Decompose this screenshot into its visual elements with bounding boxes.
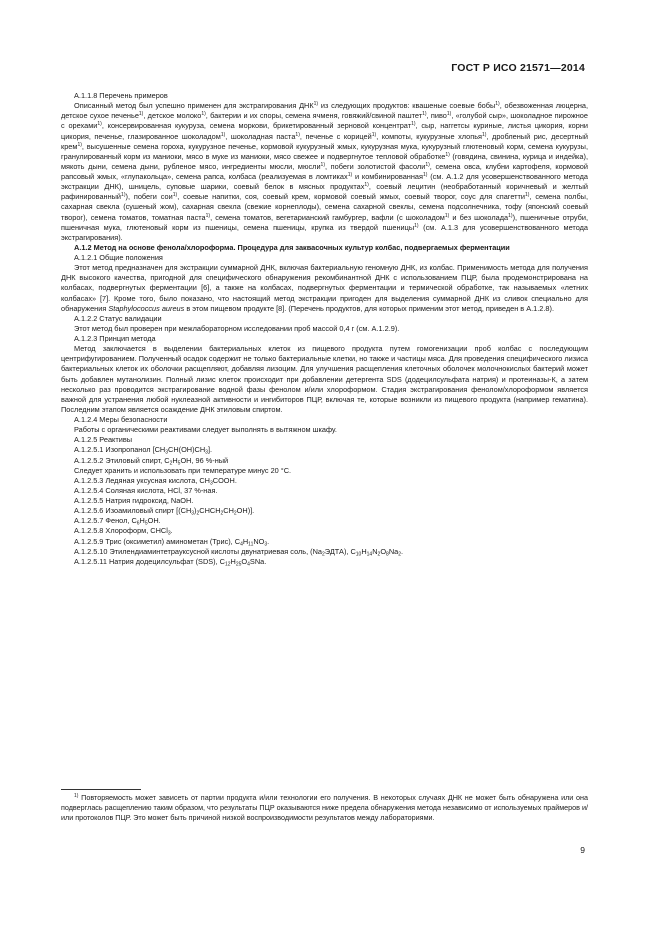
footnote-ref: 1) <box>422 172 428 178</box>
page-number: 9 <box>580 845 585 855</box>
section-title-a124: А.1.2.4 Меры безопасности <box>74 415 168 424</box>
formula-subscript: 8 <box>386 551 389 558</box>
reagents-list <box>61 445 588 567</box>
text-run: (говядина, свинина, курица и индейка), мякоть дыни, семена дыни, рубленое мясо, ингредиенты мюсли, мюсли <box>61 151 588 171</box>
storage-note: Следует хранить и использовать при температуре минус 20 °С. <box>74 465 292 475</box>
text-run: , печенье с корицей <box>299 131 372 141</box>
text-run: А.1.2.5.6 Изоамиловый спирт [(CH <box>74 506 192 516</box>
footnote-ref: 1) <box>495 101 500 108</box>
formula-subscript: 2 <box>220 510 224 517</box>
footnote-text-block <box>61 793 588 823</box>
reagent-item <box>61 445 588 455</box>
text-run: , сыр, наггетсы куриные, листья цикория, корни цикория, печенье, глазированное шоколадом <box>61 121 588 141</box>
text-run: ]. <box>207 445 213 455</box>
text-run: CH(OH)CH <box>168 445 206 455</box>
text-run: , детское молоко <box>143 111 202 121</box>
text-run: А.1.2.5.9 Трис (оксиметил) аминометан (Трис), C <box>74 536 241 546</box>
footnote-ref: 1) <box>347 172 353 178</box>
footnote-ref: 1) <box>444 212 450 219</box>
text-run: N <box>372 546 378 556</box>
formula-subscript: 2 <box>322 551 325 558</box>
formula-subscript: 25 <box>235 561 242 568</box>
text-run: NO <box>253 536 265 546</box>
text-run: , семена полбы, сахарная свекла (сушеный жом), сахарная свекла (свежие корнеплоды), семена сахарной свеклы, семена подсолнечника, тофу (японский соевый творог), семена томатов, томатная паста <box>61 192 588 222</box>
formula-subscript: 3 <box>210 480 213 487</box>
formula-subscript: 2 <box>169 460 173 466</box>
formula-subscript: 4 <box>247 561 250 568</box>
footnote-ref: 1) <box>411 121 416 128</box>
text-run: H <box>242 536 249 546</box>
formula-subscript: 2 <box>398 551 401 558</box>
text-run: , соевые напитки, соя, соевый крем, кормовой соевый жмых, соевый творог, соус для спагетти <box>177 192 525 202</box>
reagent-item <box>61 476 588 486</box>
text-run: OH. <box>147 516 161 526</box>
text-run: А.1.2.5.3 Ледяная уксусная кислота, CH <box>74 475 210 485</box>
paragraph-a121 <box>61 263 588 314</box>
text-run: CH <box>223 506 234 516</box>
examples-paragraph <box>61 101 588 243</box>
footnote-ref: 1) <box>414 222 419 229</box>
reagent-item <box>61 486 588 496</box>
footnote-ref: 1) <box>371 131 377 138</box>
formula-subscript: 5 <box>144 520 148 527</box>
footnote-ref: 1) <box>121 192 126 199</box>
text-run: Na <box>388 546 399 556</box>
footnote-ref: 1) <box>320 161 325 168</box>
footnote-ref: 1) <box>422 111 427 118</box>
text-run: , обезвоженная люцерна, детское сухое печенье <box>61 101 588 121</box>
text-run: А.1.2.5.7 Фенол, C <box>74 516 137 526</box>
text-run: ЭДТА), C <box>324 546 356 556</box>
footnote-mark: 1) <box>74 793 79 799</box>
reagent-item <box>61 526 588 536</box>
footnote-text: Повторяемость может зависеть от партии продукта и/или технологии его получения. В некоторых случаях ДНК не может быть обнаружена или она подверглась расщеплению таким образом, что результаты ПЦР оказываются ниже предела обнаружения метода независимо от используемых праймеров и/или протоколов ПЦР. Это может быть причиной низкой воспроизводимости результатов между лабораториями. <box>61 793 588 822</box>
footnote-ref: 1) <box>205 212 211 219</box>
text-run: , высушенные семена гороха, кукурузное печенье, кормовой кукурузный жмых, кукурузная мука, кукурузный глютеновый корм, семена кукурузы, гранулированный корм из маниоки, мясо в муке из маниоки, мясо свежее и подвергнутое тепловой обработке <box>61 141 588 161</box>
formula-subscript: 11 <box>248 541 254 547</box>
paragraph-a124: Работы с органическими реактивами следует выполнять в вытяжном шкафу. <box>74 425 337 435</box>
formula-subscript: 3 <box>205 449 208 456</box>
text-run: OH, 96 %-ный <box>180 455 229 465</box>
text-run: , дробленый рис, десертный крем <box>61 131 588 151</box>
text-run: из следующих продуктов: квашеные соевые бобы <box>318 101 496 111</box>
formula-subscript: 2 <box>377 551 381 558</box>
footnote-ref: 1) <box>220 131 226 138</box>
text-run: , побеги золотистой фасоли <box>325 161 426 171</box>
formula-subscript: 3 <box>167 530 171 537</box>
formula-subscript: 10 <box>355 551 362 558</box>
text-run: А.1.2.5.11 Натрия додецилсульфат (SDS), C <box>74 556 225 566</box>
text-run: ), пшеничные отруби, пшеничная мука, глютеновый корм из пшеницы, семена пшеницы, крупка из твердой пшеницы <box>61 212 589 232</box>
text-run: . <box>400 546 404 556</box>
text-run: А.1.2.5.2 Этиловый спирт, C <box>74 455 170 465</box>
formula-subscript: 12 <box>224 561 231 568</box>
document-header: ГОСТ Р ИСО 21571—2014 <box>451 62 585 74</box>
footnote-divider <box>61 789 141 790</box>
formula-subscript: 3 <box>165 449 169 456</box>
text-run: , пиво <box>426 111 447 121</box>
text-run: , бактерии и их споры, семена ячменя, говяжий/свиной паштет <box>205 111 423 121</box>
text-run: , консервированная кукуруза, семена моркови, брикетированный зерновой концентрат <box>101 121 412 131</box>
text-run: А.1.2.5.4 Соляная кислота, HCl, 37 %-ная. <box>74 485 218 495</box>
text-run: COOH. <box>212 475 237 485</box>
section-title-a122: А.1.2.2 Статус валидации <box>74 313 162 323</box>
formula-subscript: 4 <box>240 541 243 547</box>
reagent-item <box>61 547 588 557</box>
text-run: H <box>172 455 178 465</box>
text-run: H <box>230 556 236 566</box>
species-name: Staphylococcus aureus <box>108 303 185 313</box>
text-run: SNa. <box>249 556 267 566</box>
text-run: , семена овса, клубни картофеля, кормовой рапсовый жмых, «глупакольца», семена рапса, колбаса (реализуемая в ломтиках <box>61 161 588 181</box>
formula-subscript: 5 <box>177 460 181 466</box>
formula-subscript: 3 <box>264 541 268 547</box>
reagent-item <box>61 506 588 516</box>
footnote-ref: 1) <box>172 192 178 199</box>
footnote-ref: 1) <box>525 192 530 199</box>
text-run: (см. А.1.2 для усовершенствованного метода экстракции ДНК), шницель, суповые шарики, соевый белок в мясных продуктах <box>61 172 588 192</box>
text-run: O <box>241 556 248 566</box>
paragraph-a123: Метод заключается в выделении бактериальных клеток из пищевого продукта путем гомогенизации проб колбас с последующим центрифугированием. Полученный осадок содержит не только бактериальные клетки, но также и частицы мяса. Для проведения специфического лизиса бактериальных клеток их оболочки расщепляют, добавляя лизоцим. Для улучшения расщепления клеточных оболочек молочнокислых бактерий может быть добавлен мутанолизин. Полный лизис клеток происходит при добавлении детергента SDS (додецилсульфата натрия) и протеиназы-К, а затем несколько раз проводится экстрагирование водной фазы фенолом и/или хлороформом. Стадия экстрагирования фенолом/хлороформом является важной для устранения любой нуклеазной активности и ингибиторов ПЦР, включая те, которые возникли из пищевого продукта (например гематина). Последним этапом является осаждение ДНК этиловым спиртом. <box>61 344 588 414</box>
section-title-a121: А.1.2.1 Общие положения <box>74 253 163 262</box>
text-run: . <box>170 526 173 536</box>
text-run: , компоты, кукурузные хлопья <box>376 131 483 141</box>
text-run: , соевый лецитин (необработанный коричневый и желтый рафинированный <box>61 182 588 202</box>
text-run: и комбинированная <box>352 172 423 181</box>
formula-subscript: 2 <box>233 510 237 517</box>
footnote-ref: 1) <box>313 101 319 108</box>
footnote-ref: 1) <box>201 111 206 118</box>
reagent-item <box>61 496 588 506</box>
formula-subscript: 2 <box>196 510 200 517</box>
section-title-a118: А.1.1.8 Перечень примеров <box>74 91 168 100</box>
section-title-a125: А.1.2.5 Реактивы <box>74 435 132 445</box>
footnote-ref: 1) <box>445 151 450 158</box>
footnote-ref: 1) <box>97 121 102 128</box>
footnote-ref: 1) <box>138 111 144 118</box>
footnote-ref: 1) <box>482 131 487 138</box>
footnote <box>61 793 588 823</box>
footnote-ref: 1) <box>425 161 430 168</box>
reagent-item <box>61 537 588 547</box>
footnote-ref: 1) <box>446 111 452 118</box>
reagent-item <box>61 557 588 567</box>
reagent-item <box>61 516 588 526</box>
text-run: А.1.2.5.10 Этилендиаминтетрауксусной кислоты двунатриевая соль, (Na <box>74 546 323 556</box>
footnote-ref: 1) <box>77 141 82 148</box>
text-run: , «голубой сыр», шоколадное пирожное с орехами <box>61 111 588 131</box>
text-run: . <box>267 536 270 546</box>
text-run: H <box>361 546 367 556</box>
text-run: O <box>380 546 387 556</box>
footnote-ref: 1) <box>364 182 369 189</box>
formula-subscript: 14 <box>366 551 373 558</box>
formula-subscript: 6 <box>136 520 140 527</box>
section-title-a123: А.1.2.3 Принцип метода <box>74 334 156 343</box>
text-run: А.1.2.5.8 Хлороформ, CHCl <box>74 526 168 536</box>
text-run: H <box>139 516 145 526</box>
text-run: А.1.2.5.1 Изопропанол [CH <box>74 445 166 455</box>
page-content <box>61 91 588 567</box>
text-run: , шоколадная паста <box>225 131 296 141</box>
text-run: CHCH <box>199 506 221 516</box>
footnote-ref: 1) <box>295 131 300 138</box>
text-run: OH)]. <box>236 506 255 516</box>
section-heading-a12: А.1.2 Метод на основе фенола/хлороформа. Процедура для заквасочных культур колбас, подвергаемых ферментации <box>74 242 510 252</box>
text-run: А.1.2.5.5 Натрия гидроксид, NaOH. <box>74 496 194 505</box>
paragraph-a121-text-2: в этом пищевом продукте [8]. (Перечень продуктов, для которых применим этот метод, приведен в А.1.2.8). <box>186 303 555 313</box>
reagent-item <box>61 456 588 466</box>
paragraph-a122: Этот метод был проверен при межлабораторном исследовании проб массой 0,4 г (см. А.1.2.9). <box>74 323 400 333</box>
paragraph-a121-text: Этот метод предназначен для экстракции суммарной ДНК, включая бактериальную геномную ДНК, из колбас. Применимость метода для получения ДНК высокого качества, пригодной для специфического обнаружения рекомбинантной ДНК с использованием ПЦР, была продемонстрирована на колбасах, подвергнутых ферментации [6], а также на колбасах, подвергнутых ферментации и термической обработке, так называемых «летних колбасах» [7]. Кроме того, было показано, что настоящий метод экстракции пригоден для выделения суммарной ДНК из сливок специально для обнаружения <box>61 263 588 313</box>
text-run: (см. А.1.3 для усовершенствованного метода экстрагирования). <box>61 222 588 242</box>
text-run: ) <box>194 506 197 516</box>
text-run: Описанный метод был успешно применен для экстрагирования ДНК <box>74 101 314 111</box>
text-run: и без шоколада <box>449 212 509 222</box>
text-run: , семена томатов, вегетарианский гамбургер, вафли (с шоколадом <box>210 212 445 222</box>
footnote-ref: 1) <box>508 212 513 219</box>
formula-subscript: 3 <box>191 510 195 517</box>
text-run: ), побеги сои <box>125 192 173 202</box>
